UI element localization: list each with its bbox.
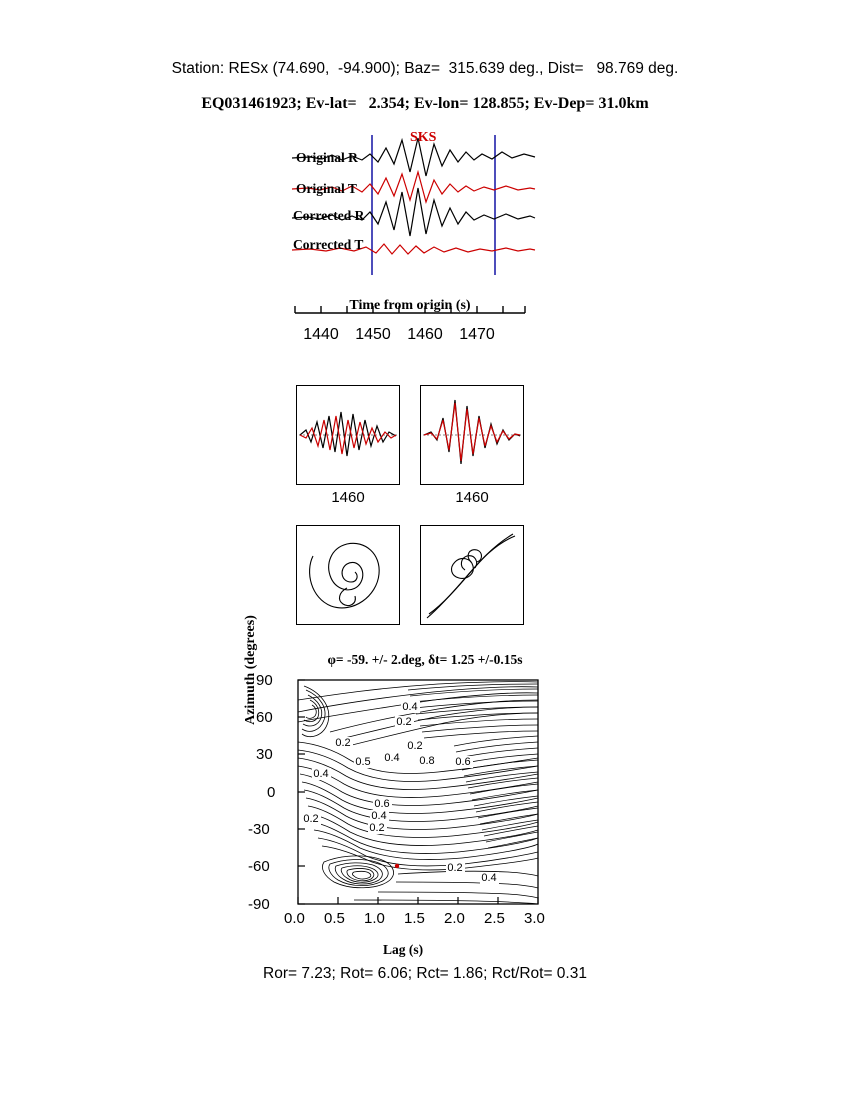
- time-tick-1470: 1470: [459, 326, 495, 343]
- contour-xtick-00: 0.0: [284, 910, 305, 927]
- corrected-panel-tick: 1460: [455, 489, 489, 506]
- svg-text:0.2: 0.2: [369, 822, 385, 834]
- footer-stats: Ror= 7.23; Rot= 6.06; Rct= 1.86; Rct/Rot= 0.31: [263, 965, 587, 982]
- waveform-panel: [280, 130, 540, 343]
- corrected-particle-motion-svg: [421, 526, 523, 624]
- contour-ytick-neg30: -30: [248, 821, 270, 838]
- time-tick-1460: 1460: [407, 326, 443, 343]
- contour-xtick-05: 0.5: [324, 910, 345, 927]
- event-title: EQ031461923; Ev-lat= 2.354; Ev-lon= 128.855; Ev-Dep= 31.0km: [201, 95, 649, 112]
- contour-ytick-60: 60: [256, 709, 273, 726]
- best-solution-marker: [395, 864, 399, 868]
- contour-panel: [248, 672, 548, 927]
- corrected-waveform-svg: [421, 386, 523, 484]
- corrected-particle-motion-panel: [420, 525, 524, 625]
- corrected-waveform-pair-panel: [420, 385, 524, 485]
- contour-ytick-neg90: -90: [248, 896, 270, 913]
- station-title: Station: RESx (74.690, -94.900); Baz= 315.639 deg., Dist= 98.769 deg.: [171, 60, 679, 77]
- svg-text:0.4: 0.4: [481, 872, 497, 884]
- svg-text:0.5: 0.5: [355, 756, 371, 768]
- uncorrected-particle-motion-panel: [296, 525, 400, 625]
- contour-ylabel: Azimuth (degrees): [243, 615, 258, 725]
- svg-text:0.2: 0.2: [396, 716, 412, 728]
- contour-xtick-25: 2.5: [484, 910, 505, 927]
- small-panels-group: [296, 385, 524, 625]
- contour-xtick-10: 1.0: [364, 910, 385, 927]
- svg-text:0.2: 0.2: [407, 740, 423, 752]
- svg-text:0.8: 0.8: [419, 755, 435, 767]
- svg-text:0.2: 0.2: [303, 813, 319, 825]
- svg-text:0.4: 0.4: [313, 768, 329, 780]
- svg-text:0.4: 0.4: [371, 810, 387, 822]
- svg-text:0.6: 0.6: [455, 756, 471, 768]
- contour-ytick-neg60: -60: [248, 858, 270, 875]
- uncorrected-waveform-svg: [297, 386, 399, 484]
- time-tick-1450: 1450: [355, 326, 391, 343]
- contour-ytick-30: 30: [256, 746, 273, 763]
- uncorrected-panel-tick: 1460: [331, 489, 365, 506]
- contour-xtick-20: 2.0: [444, 910, 465, 927]
- contour-xtick-30: 3.0: [524, 910, 545, 927]
- svg-text:0.6: 0.6: [374, 798, 390, 810]
- contour-ytick-0: 0: [267, 784, 276, 801]
- trace-label-original-t: Original T: [296, 181, 357, 196]
- time-axis-label: Time from origin (s): [349, 298, 471, 313]
- trace-label-corrected-t: Corrected T: [293, 237, 364, 252]
- contour-xlabel: Lag (s): [382, 942, 424, 957]
- trace-label-original-r: Original R: [296, 150, 358, 165]
- svg-text:0.2: 0.2: [335, 737, 351, 749]
- sks-phase-label: SKS: [410, 130, 437, 145]
- contour-title: φ= -59. +/- 2.deg, δt= 1.25 +/-0.15s: [327, 652, 523, 667]
- time-tick-1440: 1440: [303, 326, 339, 343]
- uncorrected-waveform-pair-panel: [296, 385, 400, 485]
- svg-text:0.2: 0.2: [447, 862, 463, 874]
- svg-text:0.4: 0.4: [384, 752, 400, 764]
- contour-svg: [258, 676, 548, 926]
- trace-label-corrected-r: Corrected R: [293, 208, 365, 223]
- contour-xtick-15: 1.5: [404, 910, 425, 927]
- uncorrected-particle-motion-svg: [297, 526, 399, 624]
- svg-text:0.4: 0.4: [402, 701, 418, 713]
- contour-ytick-90: 90: [256, 672, 273, 689]
